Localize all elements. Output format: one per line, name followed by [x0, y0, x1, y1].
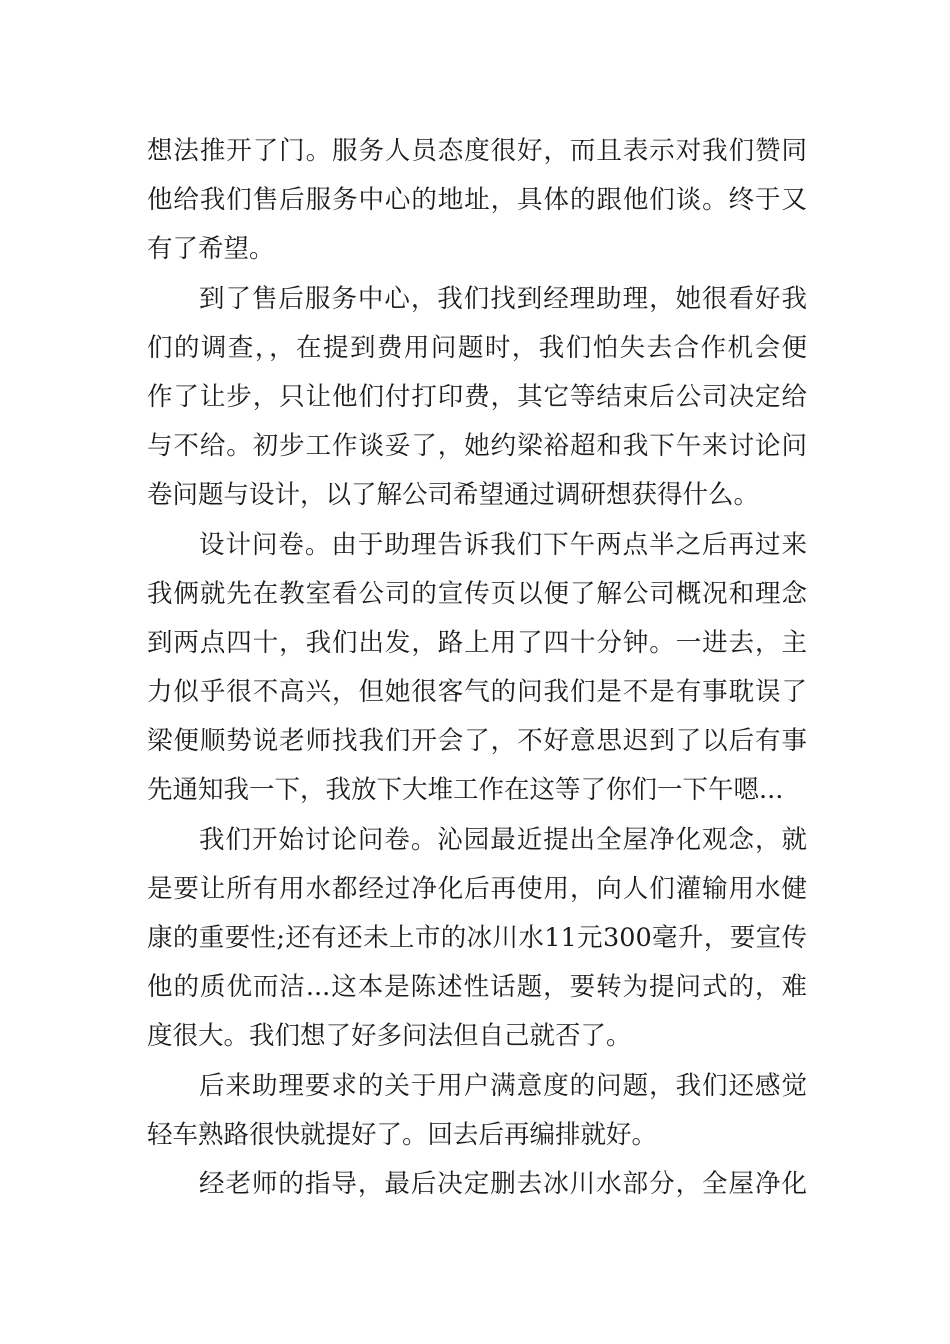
text-line: 设计问卷。由于助理告诉我们下午两点半之后再过来: [199, 529, 807, 560]
text-line: 我们开始讨论问卷。沁园最近提出全屋净化观念，就: [199, 824, 807, 855]
text-line: 与不给。初步工作谈妥了，她约梁裕超和我下午来讨论问: [147, 431, 807, 462]
text-line: 后来助理要求的关于用户满意度的问题，我们还感觉: [199, 1070, 807, 1101]
text-line: 先通知我一下，我放下大堆工作在这等了你们一下午嗯...: [147, 775, 784, 806]
text-line: 卷问题与设计，以了解公司希望通过调研想获得什么。: [147, 480, 760, 511]
text-line: 有了希望。: [147, 234, 275, 265]
text-line: 经老师的指导，最后决定删去冰川水部分，全屋净化: [199, 1168, 807, 1199]
text-line: 到了售后服务中心，我们找到经理助理，她很看好我: [199, 283, 807, 314]
text-line: 是要让所有用水都经过净化后再使用，向人们灌输用水健: [147, 873, 807, 904]
text-line: 他的质优而洁...这本是陈述性话题，要转为提问式的，难: [147, 972, 807, 1003]
text-line: 作了让步，只让他们付打印费，其它等结束后公司决定给: [147, 381, 807, 412]
text-line: 们的调查，，在提到费用问题时，我们怕失去合作机会便: [147, 332, 807, 363]
text-line: 我俩就先在教室看公司的宣传页以便了解公司概况和理念: [147, 578, 807, 609]
text-line: 他给我们售后服务中心的地址，具体的跟他们谈。终于又: [147, 185, 807, 216]
text-line: 轻车熟路很快就提好了。回去后再编排就好。: [147, 1119, 658, 1150]
text-line: 到两点四十，我们出发，路上用了四十分钟。一进去，主: [147, 627, 807, 658]
body-text: [147, 127, 807, 1209]
text-line: 梁便顺势说老师找我们开会了，不好意思迟到了以后有事: [147, 726, 807, 757]
text-line: 力似乎很不高兴，但她很客气的问我们是不是有事耽误了: [147, 677, 807, 708]
text-line: 康的重要性;还有还未上市的冰川水11元300毫升，要宣传: [147, 923, 807, 953]
text-line: 想法推开了门。服务人员态度很好，而且表示对我们赞同: [147, 136, 807, 166]
text-line: 度很大。我们想了好多问法但自己就否了。: [147, 1021, 632, 1052]
